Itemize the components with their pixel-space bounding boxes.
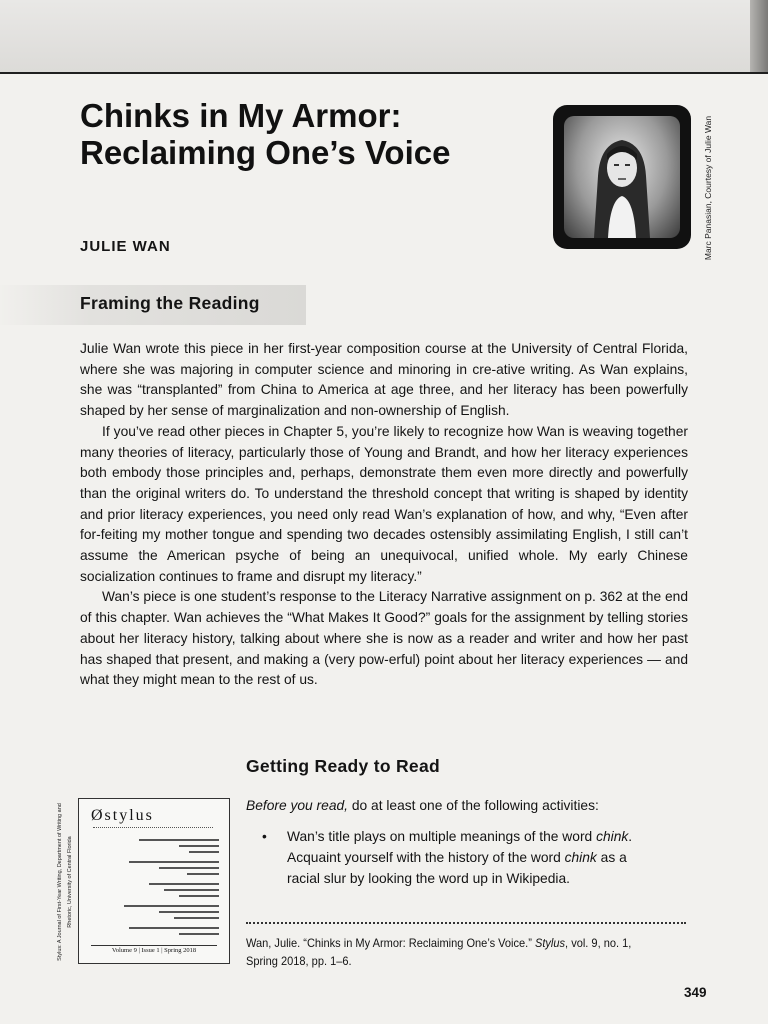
page-shadow: [750, 0, 768, 72]
photo-credit: Marc Panasian, Courtesy of Julie Wan: [703, 115, 713, 261]
bullet-text: [287, 826, 657, 889]
framing-paragraph-2: If you’ve read other pieces in Chapter 5, you’re likely to recognize how Wan is weaving together many theories of literacy, particularly those of Young and Brandt, and how her literacy experiences both embody those principles and, perhaps, demonstrate them even more directly and powerfully than the original writers do. To understand the threshold concept that writing is shaped by identity and prior literacy experiences, you need only read Wan’s explanation of how, and why, “Even after for-feiting my mother tongue and spending two decades ostensibly assimilating English, I still can’t assume the American psyche of being an unequivocal, unified whole. My early Chinese socialization continues to frame and disrupt my literacy.”: [80, 423, 688, 584]
bullet-text-part: . Acquaint yourself with the history of the word: [287, 829, 633, 865]
bullet-text-part: Wan’s title plays on multiple meanings of the word: [287, 829, 597, 844]
activity-bullet: [262, 826, 662, 889]
bullet-emphasis: chink: [564, 850, 597, 865]
bullet-text-part: as a racial slur by looking the word up in Wikipedia.: [287, 850, 627, 886]
journal-logo: Østylus: [91, 807, 154, 824]
framing-body: [80, 339, 688, 691]
journal-tagline: [93, 827, 213, 831]
activity-intro: [246, 798, 599, 813]
framing-paragraph-1: Julie Wan wrote this piece in her first-year composition course at the University of Central Florida, where she was majoring in computer science and minoring in cre-ative writing. As Wan explains, she was “transplanted” from China to America at age three, and her literacy has been powerfully shaped by her sense of marginalization and non-ownership of English.: [80, 341, 688, 419]
previous-page-edge: [0, 0, 768, 74]
cover-contents: [103, 839, 219, 939]
bullet-dot-icon: •: [262, 829, 267, 844]
portrait-figure: [564, 116, 680, 238]
cover-side-caption: Stylus: A Journal of First-Year Writing, Department of Writing and Rhetoric, University of Central Florida: [57, 803, 73, 961]
citation-divider: [246, 922, 686, 924]
journal-cover-image: [78, 798, 230, 964]
activity-intro-text: do at least one of the following activities:: [348, 798, 599, 813]
page-number: 349: [684, 985, 707, 1000]
citation-journal: Stylus: [534, 936, 566, 950]
citation-text: Wan, Julie. “Chinks in My Armor: Reclaiming One’s Voice.”: [246, 936, 535, 950]
author-photo: [553, 105, 691, 249]
cover-issue-line: Volume 9 | Issue 1 | Spring 2018: [91, 945, 217, 954]
author-name: JULIE WAN: [80, 238, 171, 255]
activity-intro-emphasis: Before you read,: [246, 798, 349, 813]
author-portrait: [564, 116, 680, 238]
article-title: Chinks in My Armor: Reclaiming One’s Voice: [80, 97, 451, 171]
citation-text: , vol. 9, no. 1, Spring 2018, pp. 1–6.: [246, 936, 632, 968]
bullet-emphasis: chink: [596, 829, 629, 844]
framing-heading-band: [0, 285, 306, 325]
framing-heading: Framing the Reading: [80, 293, 260, 313]
getting-ready-heading: Getting Ready to Read: [246, 756, 440, 776]
citation: [246, 934, 651, 970]
framing-paragraph-3: Wan’s piece is one student’s response to the Literacy Narrative assignment on p. 362 at the end of this chapter. Wan achieves the “What Makes It Good?” goals for the assignment by telling stories about her literacy history, talking about where she is now as a reader and writer and how her past has shaped that present, and making a (very pow-erful) point about her literacy experiences — and what they might mean to the rest of us.: [80, 589, 688, 688]
